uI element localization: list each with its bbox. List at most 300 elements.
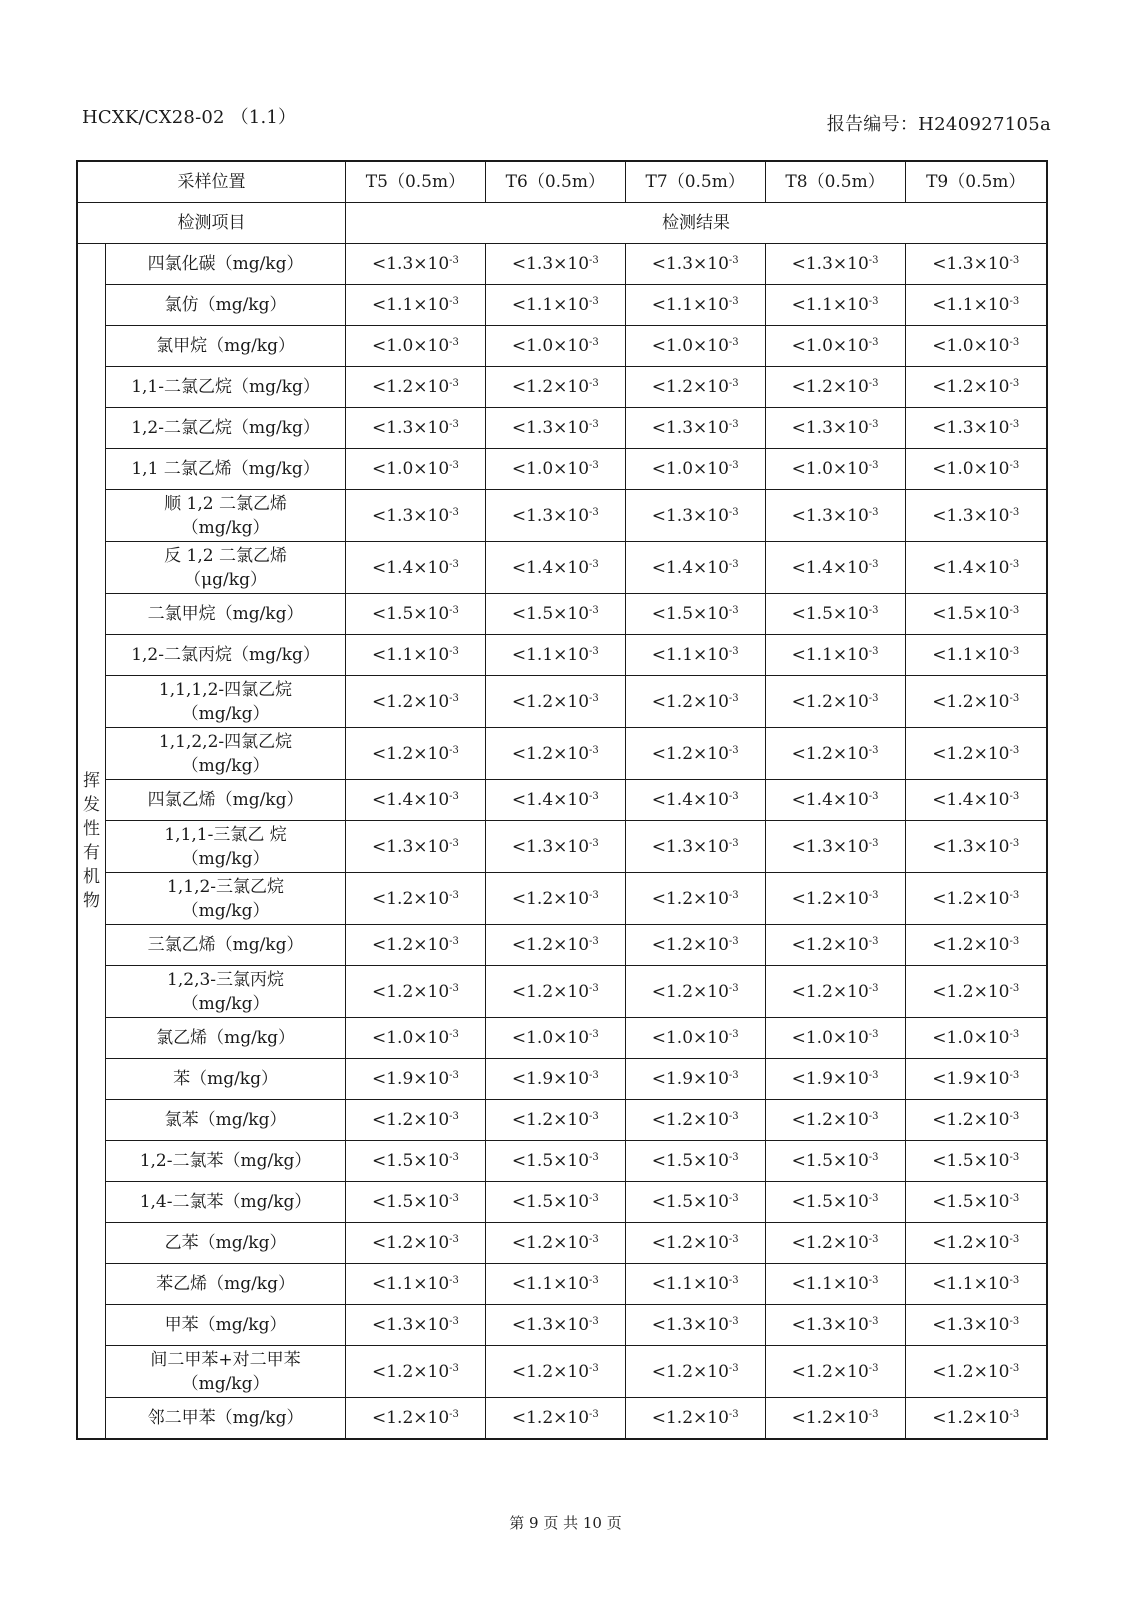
value-mantissa: <1.3×10 — [932, 1315, 1010, 1335]
value-mantissa: <1.4×10 — [791, 557, 869, 578]
value-mantissa: <1.5×10 — [511, 1192, 590, 1212]
value-exponent: -3 — [589, 692, 599, 704]
result-value — [765, 728, 905, 780]
value-mantissa: <1.9×10 — [932, 1069, 1010, 1089]
result-value — [765, 873, 905, 925]
analyte-name: 反 1,2 二氯乙烯 （μg/kg） — [106, 542, 346, 594]
result-value — [485, 449, 625, 490]
result-value — [905, 326, 1047, 367]
result-value — [625, 594, 765, 635]
value-mantissa: <1.1×10 — [791, 1274, 869, 1294]
value-exponent: -3 — [449, 1316, 459, 1327]
table-row — [77, 966, 1047, 1018]
value-exponent: -3 — [868, 506, 879, 518]
value-exponent: -3 — [868, 1070, 879, 1081]
value-exponent: -3 — [868, 1029, 879, 1040]
value-mantissa: <1.3×10 — [651, 254, 729, 274]
result-value — [346, 594, 486, 635]
value-mantissa: <1.0×10 — [791, 336, 869, 356]
table-row — [77, 490, 1047, 542]
value-mantissa: <1.2×10 — [372, 888, 450, 909]
value-exponent: -3 — [1009, 646, 1020, 657]
value-exponent: -3 — [449, 936, 459, 947]
result-value — [346, 1100, 486, 1141]
value-mantissa: <1.5×10 — [932, 604, 1010, 624]
result-value — [765, 1059, 905, 1100]
result-value — [905, 1100, 1047, 1141]
value-mantissa: <1.2×10 — [511, 935, 590, 955]
result-value — [625, 1305, 765, 1346]
results-table — [76, 160, 1048, 1440]
value-mantissa: <1.0×10 — [932, 336, 1010, 356]
result-value — [485, 490, 625, 542]
value-exponent: -3 — [868, 378, 879, 389]
value-mantissa: <1.5×10 — [651, 1151, 729, 1171]
value-exponent: -3 — [728, 837, 739, 849]
value-exponent: -3 — [728, 1234, 739, 1245]
result-value — [346, 490, 486, 542]
result-value — [625, 490, 765, 542]
value-exponent: -3 — [1009, 337, 1020, 348]
value-mantissa: <1.5×10 — [932, 1151, 1010, 1171]
value-mantissa: <1.0×10 — [511, 1028, 590, 1048]
value-exponent: -3 — [728, 1316, 739, 1327]
value-mantissa: <1.2×10 — [932, 1110, 1010, 1130]
value-mantissa: <1.5×10 — [372, 1151, 450, 1171]
value-exponent: -3 — [449, 791, 459, 802]
analyte-name: 四氯乙烯（mg/kg） — [106, 780, 346, 821]
analyte-name: 1,1,1-三氯乙 烷 （mg/kg） — [106, 821, 346, 873]
result-value — [905, 1264, 1047, 1305]
result-value — [485, 1182, 625, 1223]
value-mantissa: <1.5×10 — [372, 1192, 450, 1212]
result-value — [625, 676, 765, 728]
value-mantissa: <1.0×10 — [932, 1028, 1010, 1048]
table-row — [77, 1398, 1047, 1440]
result-value — [905, 408, 1047, 449]
value-exponent: -3 — [449, 1111, 459, 1122]
result-value — [346, 244, 486, 285]
result-value — [905, 449, 1047, 490]
value-exponent: -3 — [728, 1409, 739, 1420]
value-exponent: -3 — [589, 296, 599, 307]
value-exponent: -3 — [728, 337, 739, 348]
analyte-name: 氯乙烯（mg/kg） — [106, 1018, 346, 1059]
value-exponent: -3 — [589, 506, 599, 518]
value-mantissa: <1.2×10 — [932, 1233, 1010, 1253]
value-mantissa: <1.2×10 — [511, 1233, 590, 1253]
analyte-name: 三氯乙烯（mg/kg） — [106, 925, 346, 966]
value-mantissa: <1.1×10 — [372, 295, 450, 315]
result-value — [485, 1398, 625, 1440]
value-exponent: -3 — [728, 255, 739, 266]
result-value — [905, 635, 1047, 676]
result-value — [905, 728, 1047, 780]
value-mantissa: <1.9×10 — [791, 1069, 869, 1089]
value-mantissa: <1.3×10 — [791, 1315, 869, 1335]
result-value — [765, 449, 905, 490]
result-value — [346, 780, 486, 821]
table-row — [77, 326, 1047, 367]
result-value — [346, 1346, 486, 1398]
value-exponent: -3 — [589, 1070, 599, 1081]
value-exponent: -3 — [728, 646, 739, 657]
result-value — [905, 1346, 1047, 1398]
value-mantissa: <1.2×10 — [372, 691, 450, 712]
value-exponent: -3 — [1009, 1409, 1020, 1420]
table-row — [77, 1223, 1047, 1264]
value-mantissa: <1.2×10 — [511, 888, 590, 909]
result-value — [905, 925, 1047, 966]
value-exponent: -3 — [728, 1152, 739, 1163]
value-exponent: -3 — [868, 558, 879, 570]
value-mantissa: <1.1×10 — [511, 295, 590, 315]
value-mantissa: <1.9×10 — [511, 1069, 590, 1089]
value-exponent: -3 — [1009, 889, 1020, 901]
value-mantissa: <1.3×10 — [511, 418, 590, 438]
result-value — [765, 1182, 905, 1223]
value-exponent: -3 — [449, 1070, 459, 1081]
value-exponent: -3 — [449, 837, 459, 849]
value-mantissa: <1.2×10 — [651, 1408, 729, 1428]
result-value — [625, 408, 765, 449]
column-header: T9（0.5m） — [905, 161, 1047, 203]
result-value — [485, 966, 625, 1018]
result-value — [346, 728, 486, 780]
value-exponent: -3 — [728, 936, 739, 947]
result-value — [625, 367, 765, 408]
analyte-name: 1,2-二氯丙烷（mg/kg） — [106, 635, 346, 676]
value-mantissa: <1.2×10 — [932, 888, 1010, 909]
value-exponent: -3 — [449, 889, 459, 901]
value-exponent: -3 — [868, 692, 879, 704]
value-mantissa: <1.3×10 — [372, 1315, 450, 1335]
value-exponent: -3 — [449, 1029, 459, 1040]
value-mantissa: <1.1×10 — [791, 295, 869, 315]
result-value — [485, 1100, 625, 1141]
value-exponent: -3 — [1009, 1193, 1020, 1204]
result-value — [625, 285, 765, 326]
value-exponent: -3 — [728, 1070, 739, 1081]
result-value — [346, 821, 486, 873]
value-exponent: -3 — [1009, 1070, 1020, 1081]
value-mantissa: <1.4×10 — [511, 790, 590, 810]
result-value — [765, 1264, 905, 1305]
result-value — [905, 1305, 1047, 1346]
result-value — [346, 408, 486, 449]
value-mantissa: <1.3×10 — [651, 505, 729, 526]
result-value — [625, 1141, 765, 1182]
result-value — [625, 1059, 765, 1100]
result-value — [625, 1398, 765, 1440]
value-mantissa: <1.2×10 — [372, 377, 450, 397]
value-exponent: -3 — [449, 378, 459, 389]
result-value — [485, 1018, 625, 1059]
result-value — [765, 1398, 905, 1440]
result-value — [485, 542, 625, 594]
result-value — [905, 367, 1047, 408]
table-row — [77, 1305, 1047, 1346]
result-value — [905, 1141, 1047, 1182]
value-exponent: -3 — [449, 1275, 459, 1286]
value-mantissa: <1.1×10 — [372, 1274, 450, 1294]
analyte-name: 苯（mg/kg） — [106, 1059, 346, 1100]
value-exponent: -3 — [589, 791, 599, 802]
item-label: 检测项目 — [77, 203, 346, 244]
value-mantissa: <1.2×10 — [932, 1408, 1010, 1428]
value-exponent: -3 — [868, 982, 879, 994]
value-mantissa: <1.3×10 — [372, 505, 450, 526]
result-value — [905, 244, 1047, 285]
site-label: 采样位置 — [77, 161, 346, 203]
value-mantissa: <1.2×10 — [511, 981, 590, 1002]
value-exponent: -3 — [868, 605, 879, 616]
table-row — [77, 873, 1047, 925]
value-exponent: -3 — [868, 646, 879, 657]
column-header: T5（0.5m） — [346, 161, 486, 203]
value-mantissa: <1.2×10 — [372, 981, 450, 1002]
value-exponent: -3 — [728, 506, 739, 518]
value-exponent: -3 — [868, 837, 879, 849]
value-mantissa: <1.3×10 — [511, 1315, 590, 1335]
value-mantissa: <1.0×10 — [511, 459, 590, 479]
value-exponent: -3 — [1009, 1275, 1020, 1286]
result-value — [765, 821, 905, 873]
table-row — [77, 1264, 1047, 1305]
result-value — [625, 1018, 765, 1059]
value-mantissa: <1.2×10 — [932, 691, 1010, 712]
value-mantissa: <1.2×10 — [372, 743, 450, 764]
value-exponent: -3 — [728, 1362, 739, 1374]
result-value — [346, 367, 486, 408]
value-mantissa: <1.3×10 — [372, 836, 450, 857]
result-value — [905, 821, 1047, 873]
value-exponent: -3 — [868, 1111, 879, 1122]
result-value — [346, 1398, 486, 1440]
table-row — [77, 821, 1047, 873]
value-mantissa: <1.5×10 — [932, 1192, 1010, 1212]
column-header: T7（0.5m） — [625, 161, 765, 203]
table-row — [77, 449, 1047, 490]
page-number: 第 9 页 共 10 页 — [509, 1514, 622, 1532]
result-value — [905, 1398, 1047, 1440]
value-mantissa: <1.1×10 — [932, 295, 1010, 315]
value-exponent: -3 — [868, 1275, 879, 1286]
value-mantissa: <1.4×10 — [651, 557, 729, 578]
result-value — [625, 873, 765, 925]
result-value — [346, 1305, 486, 1346]
analyte-name: 1,1 二氯乙烯（mg/kg） — [106, 449, 346, 490]
result-value — [765, 1141, 905, 1182]
result-value — [765, 1346, 905, 1398]
result-value — [765, 367, 905, 408]
value-exponent: -3 — [728, 744, 739, 756]
analyte-name: 氯甲烷（mg/kg） — [106, 326, 346, 367]
value-mantissa: <1.0×10 — [651, 459, 729, 479]
result-value — [346, 1223, 486, 1264]
value-mantissa: <1.3×10 — [511, 505, 590, 526]
value-exponent: -3 — [868, 936, 879, 947]
result-value — [765, 490, 905, 542]
value-exponent: -3 — [1009, 605, 1020, 616]
value-exponent: -3 — [868, 744, 879, 756]
value-exponent: -3 — [868, 791, 879, 802]
value-exponent: -3 — [589, 837, 599, 849]
result-value — [905, 966, 1047, 1018]
value-exponent: -3 — [449, 337, 459, 348]
value-exponent: -3 — [449, 296, 459, 307]
table-row — [77, 244, 1047, 285]
result-value — [485, 676, 625, 728]
value-exponent: -3 — [868, 1362, 879, 1374]
result-value — [346, 1018, 486, 1059]
result-value — [765, 1100, 905, 1141]
value-mantissa: <1.2×10 — [651, 691, 729, 712]
table-row — [77, 728, 1047, 780]
result-value — [905, 1223, 1047, 1264]
result-value — [625, 1100, 765, 1141]
value-exponent: -3 — [728, 558, 739, 570]
result-value — [346, 449, 486, 490]
value-exponent: -3 — [1009, 744, 1020, 756]
result-value — [905, 1059, 1047, 1100]
result-value — [905, 1182, 1047, 1223]
value-mantissa: <1.3×10 — [511, 254, 590, 274]
result-value — [346, 542, 486, 594]
result-value — [485, 408, 625, 449]
document-code: HCXK/CX28-02 （1.1） — [82, 107, 297, 128]
value-mantissa: <1.3×10 — [791, 418, 869, 438]
value-mantissa: <1.2×10 — [791, 888, 869, 909]
table-row — [77, 1100, 1047, 1141]
value-mantissa: <1.3×10 — [932, 505, 1010, 526]
result-value — [485, 1223, 625, 1264]
value-mantissa: <1.2×10 — [791, 743, 869, 764]
table-row — [77, 1346, 1047, 1398]
result-value — [485, 594, 625, 635]
result-value — [485, 285, 625, 326]
value-exponent: -3 — [1009, 1234, 1020, 1245]
value-mantissa: <1.1×10 — [511, 645, 590, 665]
value-mantissa: <1.2×10 — [651, 377, 729, 397]
value-mantissa: <1.2×10 — [372, 1361, 450, 1382]
table-row — [77, 676, 1047, 728]
value-exponent: -3 — [589, 419, 599, 430]
result-value — [905, 676, 1047, 728]
value-exponent: -3 — [589, 460, 599, 471]
value-mantissa: <1.3×10 — [651, 418, 729, 438]
result-value — [625, 821, 765, 873]
value-exponent: -3 — [449, 419, 459, 430]
value-exponent: -3 — [589, 558, 599, 570]
result-value — [765, 285, 905, 326]
value-mantissa: <1.5×10 — [511, 604, 590, 624]
value-exponent: -3 — [589, 1234, 599, 1245]
result-value — [485, 925, 625, 966]
value-mantissa: <1.4×10 — [932, 557, 1010, 578]
result-value — [765, 925, 905, 966]
value-exponent: -3 — [728, 1275, 739, 1286]
result-value — [765, 244, 905, 285]
value-mantissa: <1.2×10 — [651, 888, 729, 909]
table-row — [77, 367, 1047, 408]
value-exponent: -3 — [449, 982, 459, 994]
result-value — [765, 635, 905, 676]
result-value — [625, 1264, 765, 1305]
result-value — [346, 676, 486, 728]
value-exponent: -3 — [868, 419, 879, 430]
value-exponent: -3 — [868, 255, 879, 266]
value-mantissa: <1.2×10 — [651, 1233, 729, 1253]
value-mantissa: <1.5×10 — [791, 604, 869, 624]
value-exponent: -3 — [1009, 982, 1020, 994]
table-row — [77, 1141, 1047, 1182]
value-mantissa: <1.2×10 — [651, 981, 729, 1002]
value-mantissa: <1.0×10 — [372, 336, 450, 356]
value-exponent: -3 — [868, 1316, 879, 1327]
analyte-name: 四氯化碳（mg/kg） — [106, 244, 346, 285]
value-exponent: -3 — [589, 889, 599, 901]
value-mantissa: <1.4×10 — [511, 557, 590, 578]
value-mantissa: <1.3×10 — [932, 836, 1010, 857]
value-mantissa: <1.3×10 — [932, 418, 1010, 438]
result-value — [625, 635, 765, 676]
value-exponent: -3 — [868, 1193, 879, 1204]
value-mantissa: <1.2×10 — [791, 1110, 869, 1130]
value-mantissa: <1.4×10 — [372, 557, 450, 578]
value-mantissa: <1.0×10 — [511, 336, 590, 356]
value-exponent: -3 — [589, 982, 599, 994]
value-exponent: -3 — [1009, 1111, 1020, 1122]
result-value — [765, 676, 905, 728]
value-mantissa: <1.3×10 — [791, 254, 869, 274]
result-value — [485, 635, 625, 676]
value-mantissa: <1.2×10 — [372, 935, 450, 955]
result-value — [905, 780, 1047, 821]
value-exponent: -3 — [728, 296, 739, 307]
value-mantissa: <1.3×10 — [511, 836, 590, 857]
value-exponent: -3 — [728, 378, 739, 389]
value-mantissa: <1.2×10 — [372, 1408, 450, 1428]
result-label: 检测结果 — [346, 203, 1047, 244]
result-value — [346, 1141, 486, 1182]
value-mantissa: <1.4×10 — [372, 790, 450, 810]
value-exponent: -3 — [449, 506, 459, 518]
value-mantissa: <1.3×10 — [651, 836, 729, 857]
analyte-name: 甲苯（mg/kg） — [106, 1305, 346, 1346]
value-mantissa: <1.2×10 — [372, 1110, 450, 1130]
value-exponent: -3 — [1009, 506, 1020, 518]
result-value — [625, 925, 765, 966]
result-value — [625, 1182, 765, 1223]
value-exponent: -3 — [589, 936, 599, 947]
value-exponent: -3 — [1009, 460, 1020, 471]
value-exponent: -3 — [1009, 1316, 1020, 1327]
value-mantissa: <1.3×10 — [791, 836, 869, 857]
value-exponent: -3 — [589, 337, 599, 348]
value-exponent: -3 — [1009, 1029, 1020, 1040]
header-row-sites — [77, 161, 1047, 203]
result-value — [346, 285, 486, 326]
analyte-name: 邻二甲苯（mg/kg） — [106, 1398, 346, 1440]
value-exponent: -3 — [449, 605, 459, 616]
value-exponent: -3 — [449, 1193, 459, 1204]
value-exponent: -3 — [1009, 837, 1020, 849]
result-value — [765, 1018, 905, 1059]
value-mantissa: <1.1×10 — [791, 645, 869, 665]
analyte-name: 间二甲苯+对二甲苯 （mg/kg） — [106, 1346, 346, 1398]
result-value — [625, 780, 765, 821]
